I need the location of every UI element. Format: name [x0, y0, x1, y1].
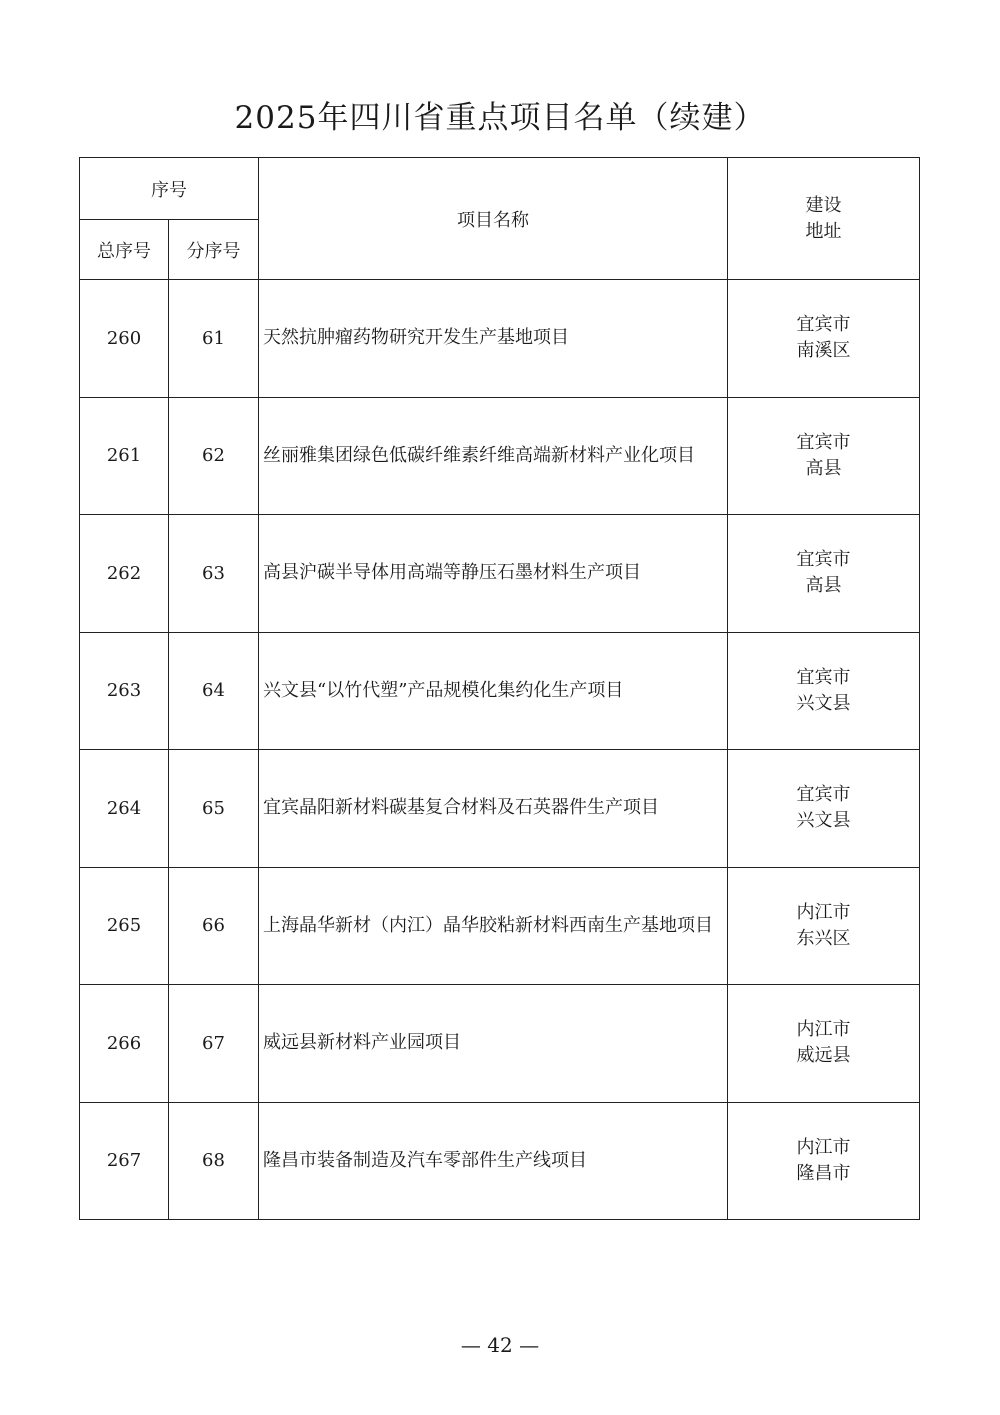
total-seq-cell: 266 [80, 985, 169, 1103]
project-name-cell: 隆昌市装备制造及汽车零部件生产线项目 [259, 1102, 728, 1220]
project-name-cell: 高县沪碳半导体用高端等静压石墨材料生产项目 [259, 515, 728, 633]
table-row [80, 632, 920, 750]
table-row [80, 985, 920, 1103]
project-name-cell: 丝丽雅集团绿色低碳纤维素纤维高端新材料产业化项目 [259, 397, 728, 515]
location-city: 内江市 [796, 1019, 851, 1041]
location-city: 宜宾市 [796, 431, 851, 453]
header-project-name: 项目名称 [259, 158, 728, 280]
location-city: 宜宾市 [796, 784, 851, 806]
location-city: 宜宾市 [796, 314, 851, 336]
header-row [80, 158, 920, 220]
sub-seq-cell: 68 [169, 1102, 259, 1220]
total-seq-cell: 260 [80, 280, 169, 398]
project-name-cell: 上海晶华新材（内江）晶华胶粘新材料西南生产基地项目 [259, 867, 728, 985]
page-title: 2025年四川省重点项目名单（续建） [234, 100, 766, 136]
location-district: 威远县 [796, 1045, 851, 1067]
project-name-cell: 兴文县“以竹代塑”产品规模化集约化生产项目 [259, 632, 728, 750]
location-district: 南溪区 [796, 340, 851, 362]
sub-seq-cell: 61 [169, 280, 259, 398]
location-district: 兴文县 [796, 810, 851, 832]
sub-seq-cell: 63 [169, 515, 259, 633]
total-seq-cell: 264 [80, 750, 169, 868]
location-cell [728, 1102, 920, 1220]
total-seq-cell: 265 [80, 867, 169, 985]
location-cell [728, 750, 920, 868]
page-number: — 42 — [460, 1333, 540, 1357]
header-seq-group: 序号 [80, 158, 259, 220]
location-cell [728, 632, 920, 750]
location-district: 东兴区 [796, 927, 851, 949]
location-city: 内江市 [796, 1136, 851, 1158]
location-cell [728, 867, 920, 985]
header-location-line2: 地址 [805, 220, 842, 242]
sub-seq-cell: 62 [169, 397, 259, 515]
header-total-seq: 总序号 [80, 220, 169, 280]
table-row [80, 397, 920, 515]
location-cell [728, 280, 920, 398]
table-row [80, 867, 920, 985]
header-sub-seq: 分序号 [169, 220, 259, 280]
location-cell [728, 397, 920, 515]
location-district: 兴文县 [796, 692, 851, 714]
sub-seq-cell: 66 [169, 867, 259, 985]
total-seq-cell: 267 [80, 1102, 169, 1220]
table-row [80, 1102, 920, 1220]
project-table [79, 157, 920, 1220]
total-seq-cell: 262 [80, 515, 169, 633]
location-city: 内江市 [796, 901, 851, 923]
location-cell [728, 515, 920, 633]
sub-seq-cell: 65 [169, 750, 259, 868]
project-name-cell: 宜宾晶阳新材料碳基复合材料及石英器件生产项目 [259, 750, 728, 868]
location-city: 宜宾市 [796, 549, 851, 571]
header-location-line1: 建设 [805, 194, 842, 216]
location-district: 高县 [805, 457, 842, 479]
header-location [728, 158, 920, 280]
project-name-cell: 天然抗肿瘤药物研究开发生产基地项目 [259, 280, 728, 398]
total-seq-cell: 261 [80, 397, 169, 515]
sub-seq-cell: 64 [169, 632, 259, 750]
location-district: 高县 [805, 575, 842, 597]
project-name-cell: 威远县新材料产业园项目 [259, 985, 728, 1103]
location-district: 隆昌市 [796, 1162, 851, 1184]
total-seq-cell: 263 [80, 632, 169, 750]
location-city: 宜宾市 [796, 666, 851, 688]
table-row [80, 280, 920, 398]
location-cell [728, 985, 920, 1103]
sub-seq-cell: 67 [169, 985, 259, 1103]
table-row [80, 750, 920, 868]
table-row [80, 515, 920, 633]
